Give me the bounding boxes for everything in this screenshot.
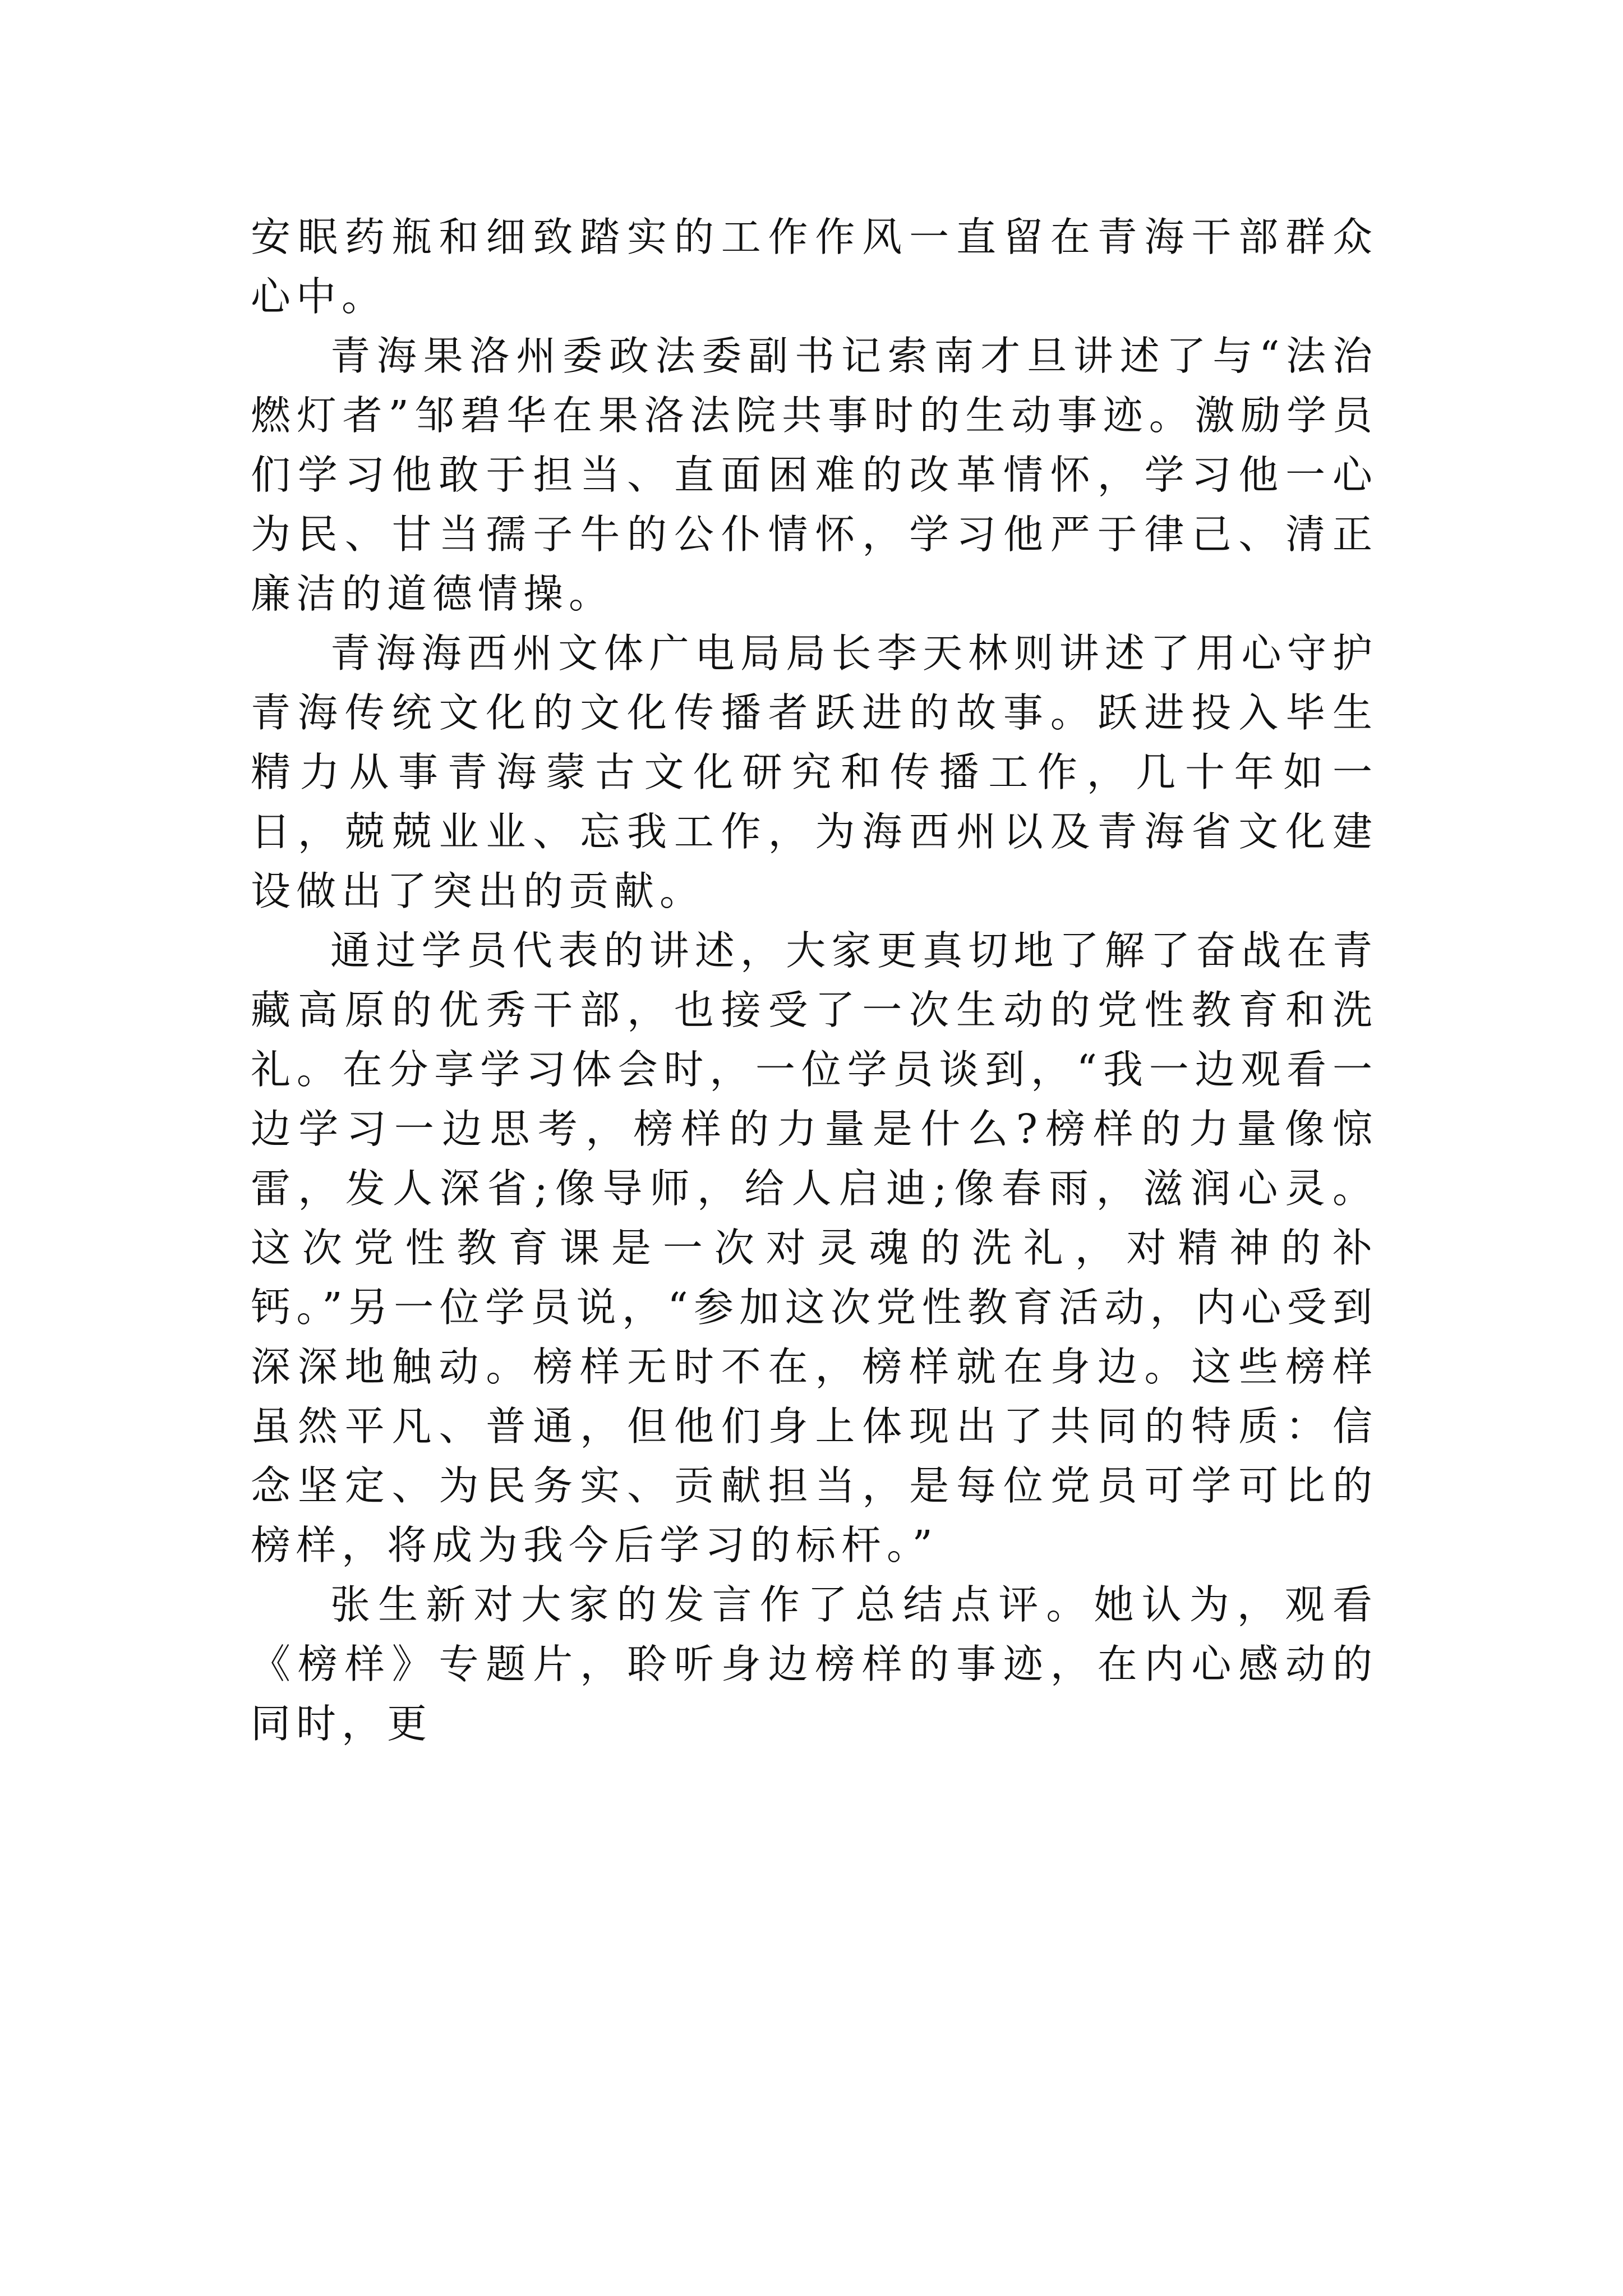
document-body: [251, 208, 1378, 1754]
paragraph-suonan-caidan: 青海果洛州委政法委副书记索南才旦讲述了与“法治燃灯者”邹碧华在果洛法院共事时的生动事迹。激励学员们学习他敢于担当、直面困难的改革情怀，学习他一心为民、甘当孺子牛的公仆情怀，学习他严于律己、清正廉洁的道德情操。: [251, 333, 1378, 617]
paragraph-summary-comment: 张生新对大家的发言作了总结点评。她认为，观看《榜样》专题片，聆听身边榜样的事迹，在内心感动的同时，更: [251, 1581, 1378, 1747]
paragraph-continuation: 安眠药瓶和细致踏实的工作作风一直留在青海干部群众心中。: [251, 214, 1378, 320]
paragraph-student-reflections: 通过学员代表的讲述，大家更真切地了解了奋战在青藏高原的优秀干部，也接受了一次生动的党性教育和洗礼。在分享学习体会时，一位学员谈到，“我一边观看一边学习一边思考，榜样的力量是什么?榜样的力量像惊雷，发人深省;像导师，给人启迪;像春雨，滋润心灵。这次党性教育课是一次对灵魂的洗礼，对精神的补钙。”另一位学员说，“参加这次党性教育活动，内心受到深深地触动。榜样无时不在，榜样就在身边。这些榜样虽然平凡、普通，但他们身上体现出了共同的特质：信念坚定、为民务实、贡献担当，是每位党员可学可比的榜样，将成为我今后学习的标杆。”: [251, 927, 1378, 1568]
paragraph-li-tianlin: 青海海西州文体广电局局长李天林则讲述了用心守护青海传统文化的文化传播者跃进的故事。跃进投入毕生精力从事青海蒙古文化研究和传播工作，几十年如一日，兢兢业业、忘我工作，为海西州以及青海省文化建设做出了突出的贡献。: [251, 630, 1378, 914]
